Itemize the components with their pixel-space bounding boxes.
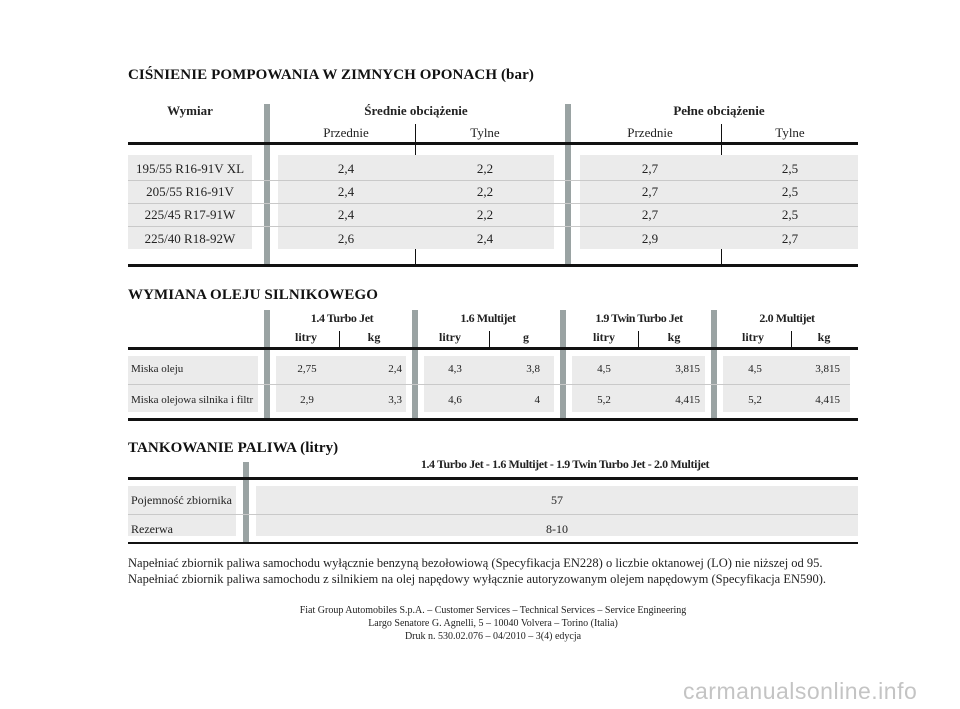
pressure-medium-front-value: 2,4 xyxy=(337,184,355,199)
pressure-size: 195/55 R16-91V XL xyxy=(135,161,245,176)
oil-unit: litry xyxy=(295,330,317,344)
oil-engine-header: 1.4 Turbo Jet xyxy=(310,311,374,325)
oil-value: 2,75 xyxy=(297,363,317,375)
pressure-medium-front-value: 2,4 xyxy=(337,161,355,176)
oil-unit: litry xyxy=(742,330,764,344)
oil-unit: kg xyxy=(367,330,381,344)
oil-vbar xyxy=(264,310,270,420)
pressure-full-rear-value: 2,5 xyxy=(781,184,799,199)
pressure-full-rear-value: 2,7 xyxy=(781,231,799,246)
pressure-full-front-value: 2,9 xyxy=(641,231,659,246)
pressure-sub-divider-2 xyxy=(721,124,722,142)
fuel-top-rule xyxy=(128,477,858,480)
pressure-size: 225/45 R17-91W xyxy=(144,207,236,222)
oil-value: 3,3 xyxy=(388,394,402,406)
oil-unit-divider xyxy=(489,331,490,347)
oil-unit-divider xyxy=(339,331,340,347)
fuel-note-diesel: Napełniać zbiornik paliwa samochodu z silnikiem na olej napędowy wyłącznie autoryzowanym olejem napędowym (Specyfikacja EN590). xyxy=(128,572,827,586)
oil-value: 4,415 xyxy=(815,394,840,406)
oil-value: 4,415 xyxy=(675,394,700,406)
oil-vbar xyxy=(711,310,717,420)
pressure-full-front-value: 2,7 xyxy=(641,207,659,222)
pressure-medium-front: Przednie xyxy=(323,125,369,140)
pressure-full-rear-value: 2,5 xyxy=(781,161,799,176)
oil-value: 2,4 xyxy=(388,363,402,375)
pressure-medium-rear-value: 2,2 xyxy=(476,184,494,199)
footer-line: Druk n. 530.02.076 – 04/2010 – 3(4) edycja xyxy=(404,631,582,642)
pressure-row-sep xyxy=(128,180,858,181)
oil-value: 4,6 xyxy=(448,394,462,406)
footer-line: Fiat Group Automobiles S.p.A. – Customer Services – Technical Services – Service Engineering xyxy=(299,605,687,616)
fuel-vbar xyxy=(243,462,249,544)
pressure-medium-rear-value: 2,2 xyxy=(476,207,494,222)
oil-value: 2,9 xyxy=(300,394,314,406)
oil-row-sep xyxy=(128,384,850,385)
fuel-row-label: Rezerwa xyxy=(131,522,173,536)
pressure-col-full: Pełne obciążenie xyxy=(673,103,765,118)
pressure-top-rule xyxy=(128,142,858,145)
oil-engine-header: 2.0 Multijet xyxy=(759,311,815,325)
pressure-vbar-left xyxy=(264,104,270,266)
pressure-full-front-value: 2,7 xyxy=(641,161,659,176)
oil-value: 4,5 xyxy=(597,363,611,375)
oil-unit: kg xyxy=(817,330,831,344)
pressure-medium-rear-value: 2,2 xyxy=(476,161,494,176)
fuel-row-label: Pojemność zbiornika xyxy=(131,493,232,507)
oil-unit: litry xyxy=(593,330,615,344)
pressure-size: 225/40 R18-92W xyxy=(144,231,236,246)
pressure-sub-divider-1 xyxy=(415,124,416,142)
pressure-medium-front-value: 2,6 xyxy=(337,231,355,246)
fuel-engines: 1.4 Turbo Jet - 1.6 Multijet - 1.9 Twin Turbo Jet - 2.0 Multijet xyxy=(420,457,710,471)
fuel-row-sep xyxy=(128,514,858,515)
pressure-row-sep xyxy=(128,226,858,227)
oil-unit-divider xyxy=(791,331,792,347)
oil-title: WYMIANA OLEJU SILNIKOWEGO xyxy=(128,287,379,303)
oil-value: 5,2 xyxy=(597,394,611,406)
pressure-col-medium: Średnie obciążenie xyxy=(364,103,468,118)
pressure-full-front: Przednie xyxy=(627,125,673,140)
fuel-reserve-value: 8-10 xyxy=(546,522,568,536)
pressure-bottom-rule xyxy=(128,264,858,267)
fuel-tank-value: 57 xyxy=(551,493,563,507)
oil-value: 4 xyxy=(534,394,540,406)
oil-engine-header: 1.9 Twin Turbo Jet xyxy=(595,311,683,325)
watermark: carmanualsonline.info xyxy=(683,678,918,704)
fuel-title: TANKOWANIE PALIWA (litry) xyxy=(128,440,339,456)
pressure-full-rear-value: 2,5 xyxy=(781,207,799,222)
oil-row-label: Miska olejowa silnika i filtr xyxy=(131,394,254,406)
pressure-full-front-value: 2,7 xyxy=(641,184,659,199)
oil-value: 4,5 xyxy=(748,363,762,375)
pressure-row-sep xyxy=(128,203,858,204)
pressure-medium-front-value: 2,4 xyxy=(337,207,355,222)
oil-row-label: Miska oleju xyxy=(131,363,184,375)
fuel-note-petrol: Napełniać zbiornik paliwa samochodu wyłącznie benzyną bezołowiową (Specyfikacja EN228) o liczbie oktanowej (LO) nie niższej od 95. xyxy=(128,556,823,570)
fuel-bottom-rule xyxy=(128,542,858,544)
oil-vbar xyxy=(412,310,418,420)
oil-value: 3,815 xyxy=(675,363,700,375)
pressure-title: CIŚNIENIE POMPOWANIA W ZIMNYCH OPONACH (bar) xyxy=(128,67,534,83)
pressure-medium-rear-value: 2,4 xyxy=(476,231,494,246)
pressure-vbar-right xyxy=(565,104,571,266)
oil-unit-divider xyxy=(638,331,639,347)
oil-value: 4,3 xyxy=(448,363,462,375)
pressure-size: 205/55 R16-91V xyxy=(146,184,234,199)
oil-value: 3,8 xyxy=(526,363,540,375)
oil-unit: litry xyxy=(439,330,461,344)
oil-top-rule xyxy=(128,347,858,350)
oil-engine-header: 1.6 Multijet xyxy=(460,311,516,325)
oil-value: 5,2 xyxy=(748,394,762,406)
pressure-full-rear: Tylne xyxy=(775,125,805,140)
pressure-medium-rear: Tylne xyxy=(470,125,500,140)
footer-line: Largo Senatore G. Agnelli, 5 – 10040 Volvera – Torino (Italia) xyxy=(368,618,618,629)
oil-bottom-rule xyxy=(128,418,858,421)
oil-value: 3,815 xyxy=(815,363,840,375)
pressure-col-size: Wymiar xyxy=(167,103,213,118)
oil-unit: kg xyxy=(667,330,681,344)
oil-unit: g xyxy=(523,330,529,344)
oil-vbar xyxy=(560,310,566,420)
